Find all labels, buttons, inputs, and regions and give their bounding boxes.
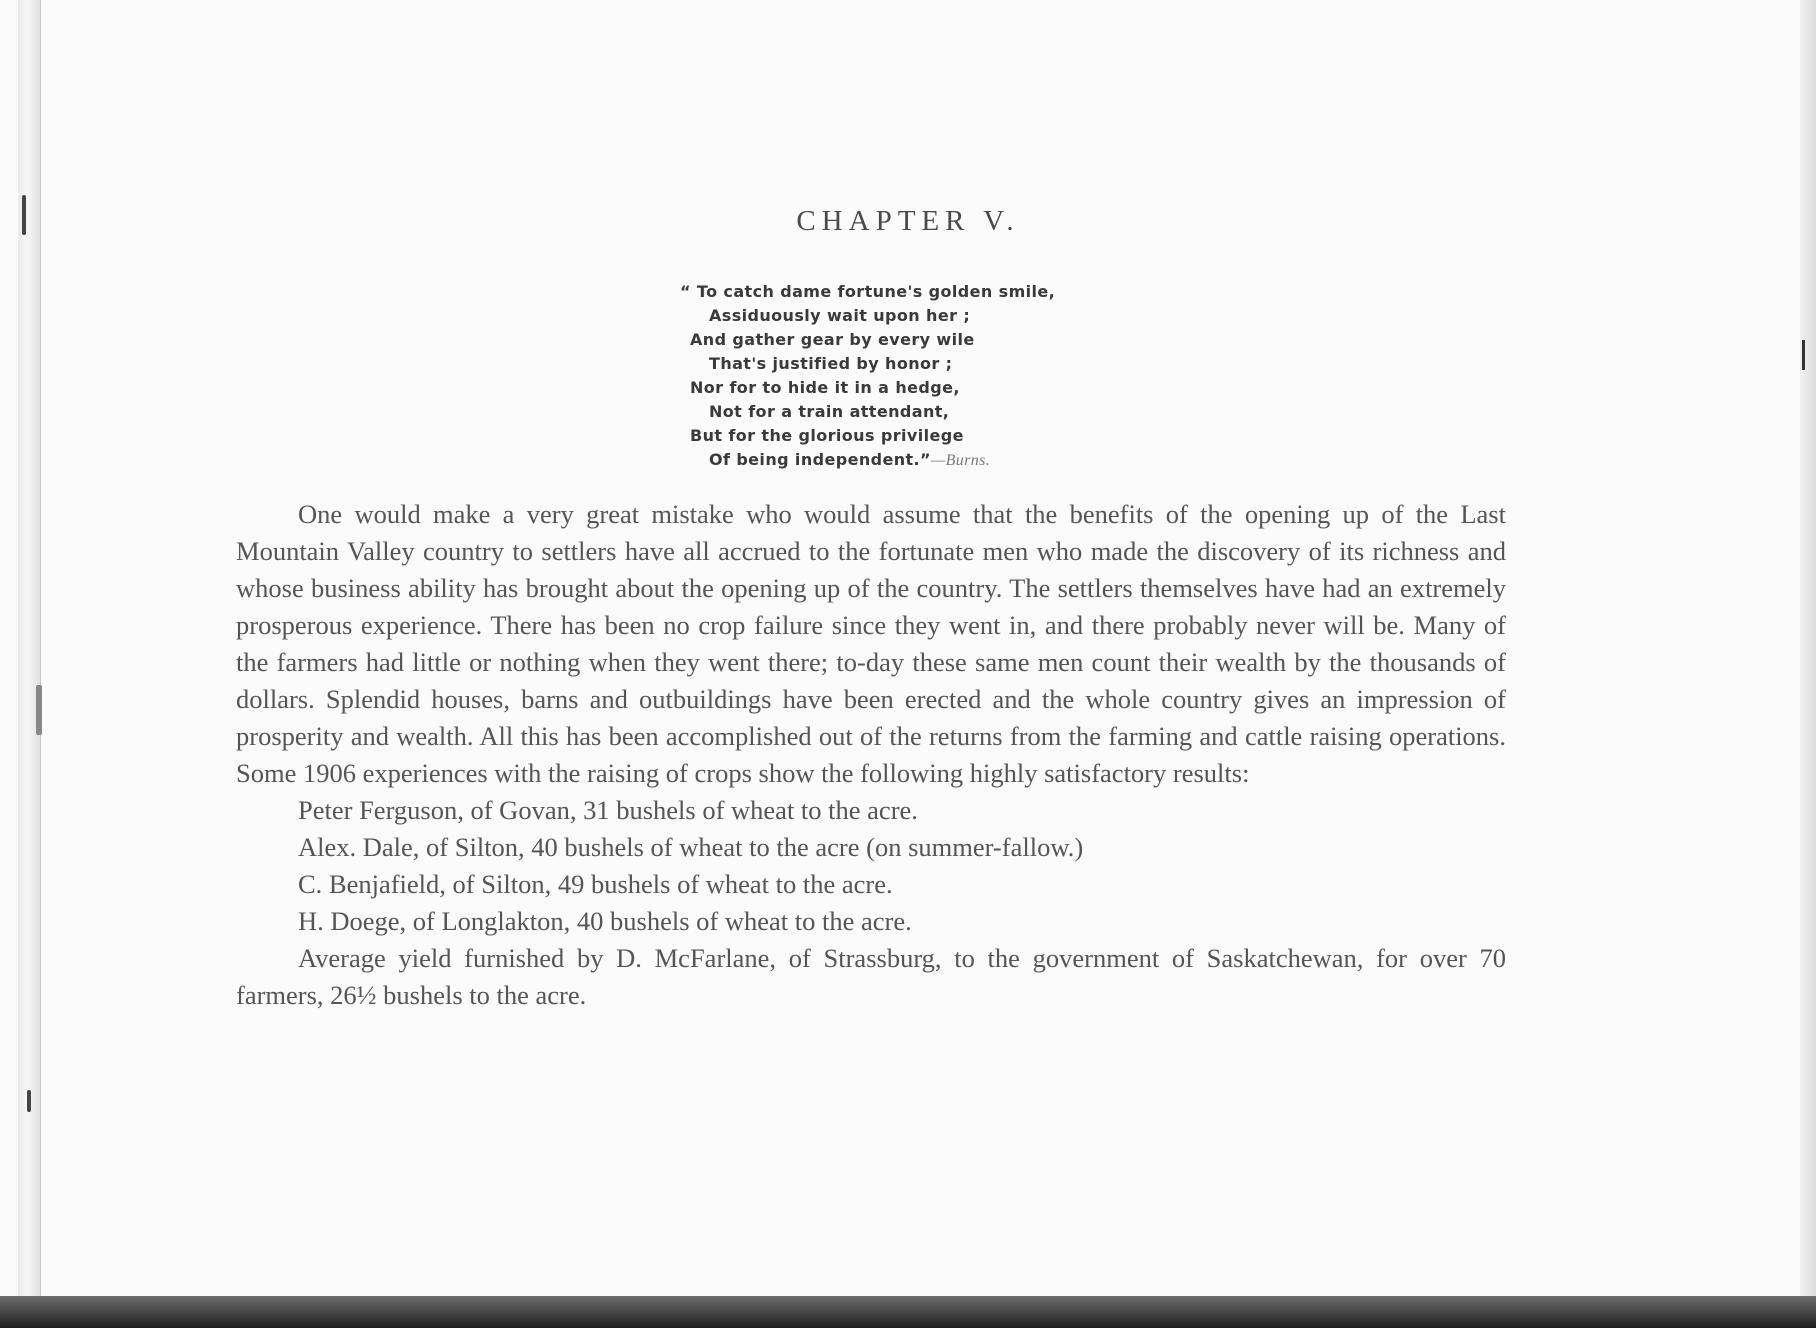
yield-item: H. Doege, of Longlakton, 40 bushels of wheat to the acre. [298, 906, 912, 936]
binding-mark [36, 685, 42, 735]
verse-line: Nor for to hide it in a hedge, [690, 378, 960, 397]
body-text [236, 496, 1506, 1014]
verse-line-text: Of being independent.” [709, 450, 931, 469]
average-yield-paragraph: Average yield furnished by D. McFarlane, of Strassburg, to the government of Saskatchewan, for over 70 farmers, 26½ bushels to the acre. [236, 943, 1506, 1010]
verse-line: And gather gear by every wile [690, 330, 975, 349]
yield-item: Peter Ferguson, of Govan, 31 bushels of wheat to the acre. [298, 795, 918, 825]
scan-bottom-shadow [0, 1296, 1816, 1328]
verse-line: Assiduously wait upon her ; [709, 306, 971, 325]
verse-line: That's justified by honor ; [709, 354, 953, 373]
verse-line-last [680, 448, 1100, 473]
yield-item: C. Benjafield, of Silton, 49 bushels of wheat to the acre. [298, 869, 893, 899]
chapter-title: CHAPTER V. [796, 205, 1020, 237]
yield-list [236, 792, 1506, 940]
yield-item: Alex. Dale, of Silton, 40 bushels of wheat to the acre (on summer-fallow.) [298, 832, 1084, 862]
verse-line: “ To catch dame fortune's golden smile, [680, 282, 1056, 301]
binding-mark [27, 1090, 31, 1112]
verse-line: Not for a train attendant, [709, 402, 950, 421]
page-right-mark [1802, 340, 1805, 370]
page-right-edge [1800, 0, 1816, 1298]
verse-epigraph [680, 280, 1100, 473]
verse-line: But for the glorious privilege [690, 426, 964, 445]
verse-attribution: —Burns. [930, 452, 991, 469]
main-paragraph: One would make a very great mistake who would assume that the benefits of the opening up of the Last Mountain Valley country to settlers have all accrued to the fortunate men who made the discovery of its richness and whose business ability has brought about the opening up of the country. The settlers themselves have had an extremely prosperous experience. There has been no crop failure since they went in, and there probably never will be. Many of the farmers had little or nothing when they went there; to-day these same men count their wealth by the thousands of dollars. Splendid houses, barns and outbuildings have been erected and the whole country gives an impression of prosperity and wealth. All this has been accomplished out of the returns from the farming and cattle raising operations. Some 1906 experiences with the raising of crops show the following highly satisfactory results: [236, 499, 1506, 788]
